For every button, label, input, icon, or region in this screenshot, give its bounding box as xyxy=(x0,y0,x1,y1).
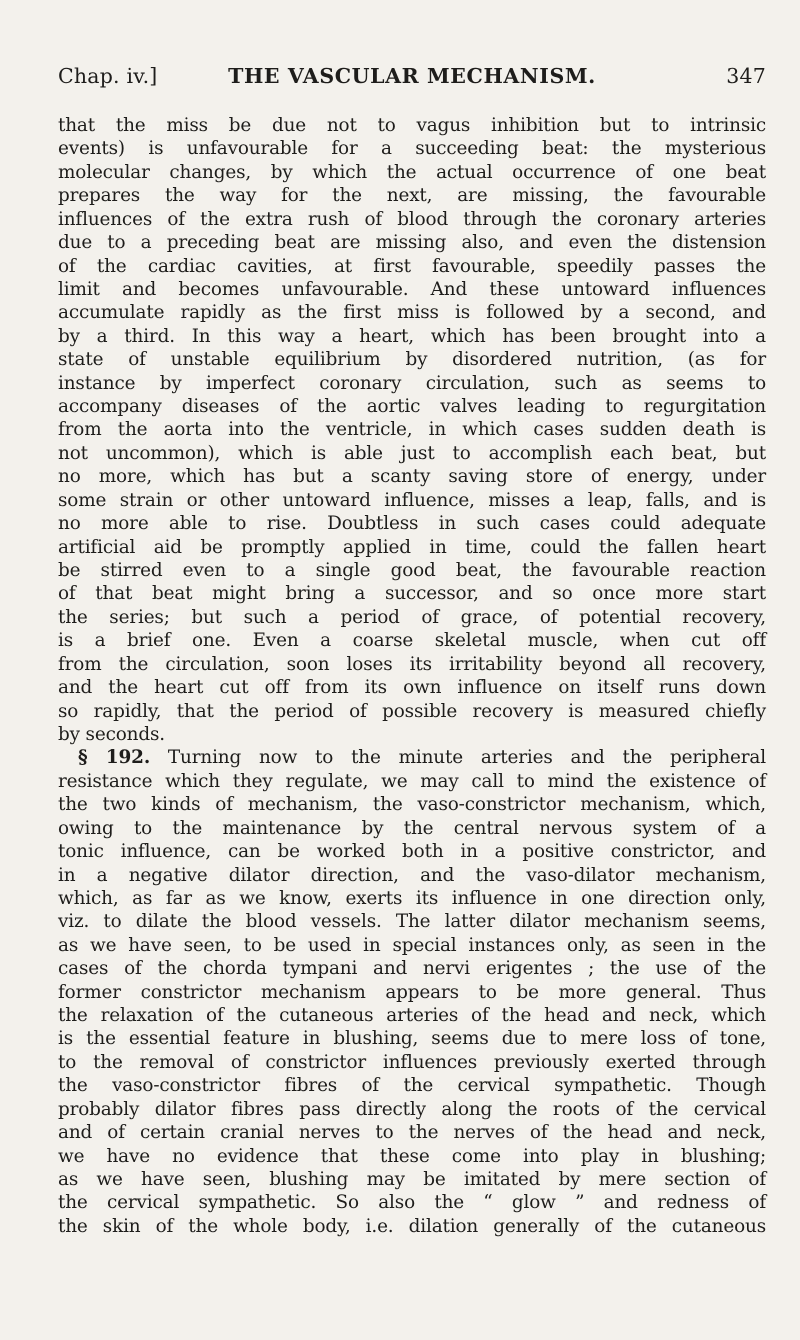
text-line: from the circulation, soon loses its irritability beyond all recovery, xyxy=(58,653,766,675)
text-line: by seconds. xyxy=(58,723,165,745)
text-line: resistance which they regulate, we may call to mind the existence of xyxy=(58,770,766,792)
text-line: so rapidly, that the period of possible recovery is measured chiefly xyxy=(58,700,766,722)
text-line xyxy=(58,746,766,769)
text-line: accompany diseases of the aortic valves leading to regurgitation xyxy=(58,396,766,418)
text-line: the series; but such a period of grace, of potential recovery, xyxy=(58,606,766,628)
text-line: prepares the way for the next, are missing, the favourable xyxy=(58,185,766,207)
text-line: cases of the chorda tympani and nervi erigentes ; the use of the xyxy=(58,958,766,980)
text-line: instance by imperfect coronary circulation, such as seems to xyxy=(58,372,766,394)
text-line: from the aorta into the ventricle, in which cases sudden death is xyxy=(58,419,766,441)
running-header xyxy=(58,60,766,92)
text-line: and of certain cranial nerves to the nerves of the head and neck, xyxy=(58,1122,766,1144)
text-line: of the cardiac cavities, at first favourable, speedily passes the xyxy=(58,255,766,277)
text-line: to the removal of constrictor influences previously exerted through xyxy=(58,1051,766,1073)
section-number: § 192. xyxy=(78,747,151,769)
text-line: artificial aid be promptly applied in time, could the fallen heart xyxy=(58,536,766,558)
paragraph xyxy=(58,114,766,746)
text-line: we have no evidence that these come into play in blushing; xyxy=(58,1145,766,1167)
text-line: influences of the extra rush of blood through the coronary arteries xyxy=(58,208,766,230)
text-line: probably dilator fibres pass directly along the roots of the cervical xyxy=(58,1098,766,1120)
text-line: not uncommon), which is able just to accomplish each beat, but xyxy=(58,442,766,464)
text-line: some strain or other untoward influence, misses a leap, falls, and is xyxy=(58,489,766,511)
text-line: limit and becomes unfavourable. And these untoward influences xyxy=(58,278,766,300)
text-line: and the heart cut off from its own influence on itself runs down xyxy=(58,677,766,699)
text-line: by a third. In this way a heart, which has been brought into a xyxy=(58,325,766,347)
page-title: THE VASCULAR MECHANISM. xyxy=(228,64,596,88)
text-line: as we have seen, blushing may be imitated by mere section of xyxy=(58,1168,766,1190)
text-line: the skin of the whole body, i.e. dilation generally of the cutaneous xyxy=(58,1215,766,1237)
text-line: which, as far as we know, exerts its influence in one direction only, xyxy=(58,887,766,909)
text-line: no more, which has but a scanty saving store of energy, under xyxy=(58,466,766,488)
text-line: due to a preceding beat are missing also, and even the distension xyxy=(58,232,766,254)
text-line: in a negative dilator direction, and the vaso-dilator mechanism, xyxy=(58,864,766,886)
chapter-label: Chap. iv.] xyxy=(58,64,158,88)
body-text xyxy=(58,114,766,1238)
text-line: no more able to rise. Doubtless in such cases could adequate xyxy=(58,513,766,535)
text-line: of that beat might bring a successor, and so once more start xyxy=(58,583,766,605)
text-line: is the essential feature in blushing, seems due to mere loss of tone, xyxy=(58,1028,766,1050)
text-line: the cervical sympathetic. So also the “ glow ” and redness of xyxy=(58,1192,766,1214)
text-line: owing to the maintenance by the central nervous system of a xyxy=(58,817,766,839)
text-line: as we have seen, to be used in special instances only, as seen in the xyxy=(58,934,766,956)
paragraph xyxy=(58,746,766,1238)
text-line: viz. to dilate the blood vessels. The latter dilator mechanism seems, xyxy=(58,911,766,933)
text-line-content: Turning now to the minute arteries and the peripheral xyxy=(150,747,766,769)
text-line: the two kinds of mechanism, the vaso-constrictor mechanism, which, xyxy=(58,794,766,816)
text-line: that the miss be due not to vagus inhibition but to intrinsic xyxy=(58,115,766,136)
text-line: the relaxation of the cutaneous arteries of the head and neck, which xyxy=(58,1005,766,1027)
page-number: 347 xyxy=(726,64,766,88)
text-line: former constrictor mechanism appears to be more general. Thus xyxy=(58,981,766,1003)
text-line: is a brief one. Even a coarse skeletal muscle, when cut off xyxy=(58,630,766,652)
text-line: state of unstable equilibrium by disordered nutrition, (as for xyxy=(58,349,766,371)
text-line: be stirred even to a single good beat, the favourable reaction xyxy=(58,560,766,582)
text-line: accumulate rapidly as the first miss is followed by a second, and xyxy=(58,302,766,324)
text-line: molecular changes, by which the actual occurrence of one beat xyxy=(58,161,766,183)
text-line: events) is unfavourable for a succeeding beat: the mysterious xyxy=(58,138,766,160)
text-line: the vaso-constrictor fibres of the cervical sympathetic. Though xyxy=(58,1075,766,1097)
text-line: tonic influence, can be worked both in a positive constrictor, and xyxy=(58,841,766,863)
